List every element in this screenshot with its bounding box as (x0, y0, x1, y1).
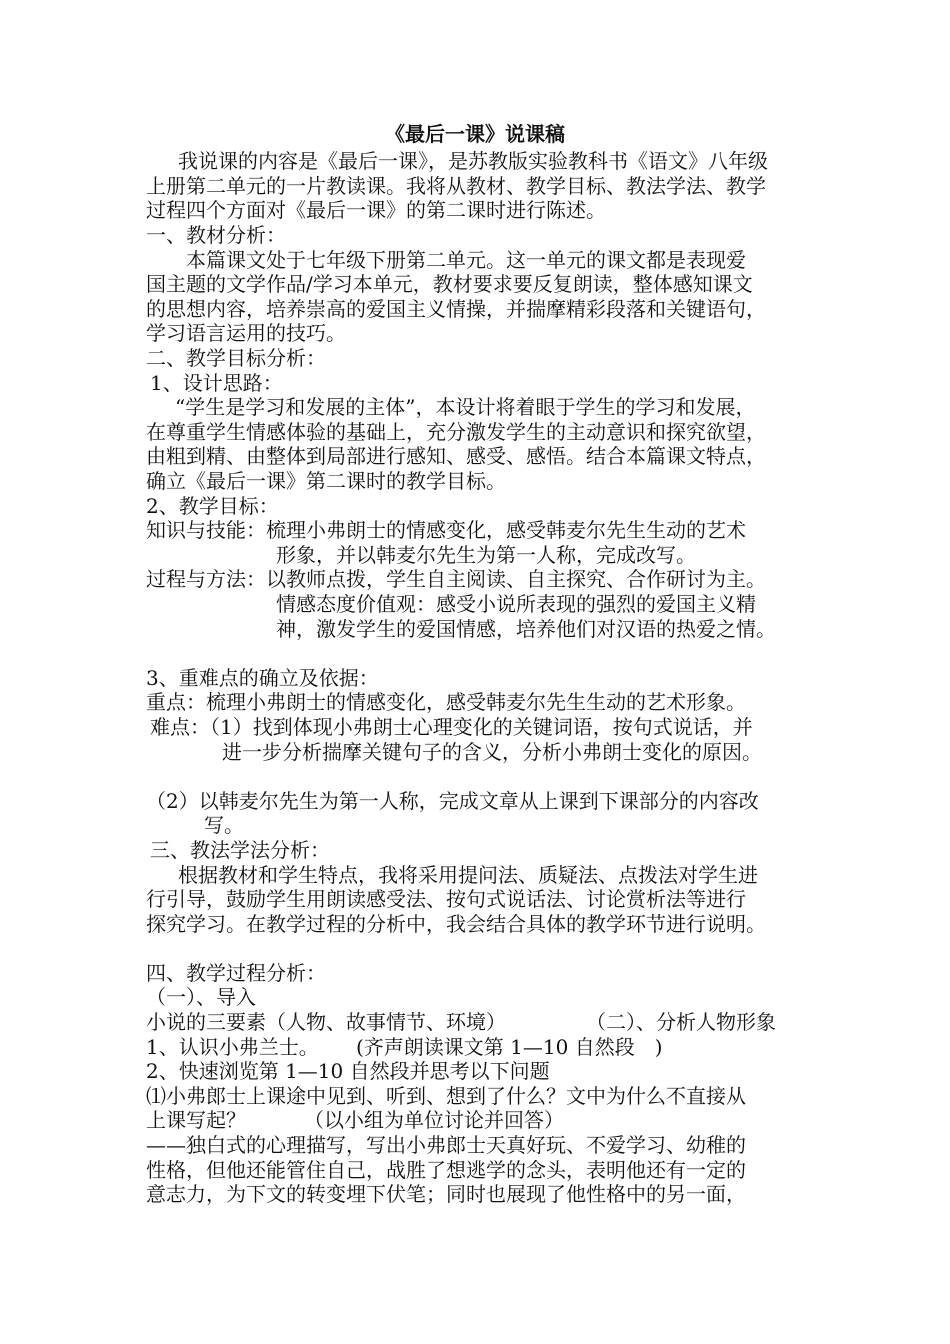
subsection-heading: 1、设计思路： (150, 371, 283, 395)
paragraph-line: “学生是学习和发展的主体”，本设计将着眼于学生的学习和发展， (175, 395, 756, 419)
paragraph-line: ——独白式的心理描写，写出小弗郎士天真好玩、不爱学习、幼稚的 (146, 1133, 746, 1157)
paragraph-line: 性格，但他还能管住自己，战胜了想逃学的念头，表明他还有一定的 (146, 1158, 746, 1182)
paragraph-line: 上课写起？ (146, 1108, 246, 1132)
paragraph-line: 神，激发学生的爱国情感，培养他们对汉语的热爱之情。 (276, 617, 776, 641)
paragraph-line: 行引导，鼓励学生用朗读感受法、按句式说话法、讨论赏析法等进行 (146, 887, 746, 911)
section-heading: 一、教材分析： (146, 223, 286, 247)
section-heading: 四、教学过程分析： (146, 961, 326, 985)
paragraph-line: ⑴小弗郎士上课途中见到、听到、想到了什么？文中为什么不直接从 (146, 1084, 746, 1108)
paragraph-line: （以小组为单位讨论并回答） (304, 1108, 564, 1132)
paragraph-line: 意志力，为下文的转变埋下伏笔；同时也展现了他性格中的另一面， (146, 1182, 746, 1206)
paragraph-line: 探究学习。在教学过程的分析中，我会结合具体的教学环节进行说明。 (146, 912, 766, 936)
paragraph-line: 由粗到精、由整体到局部进行感知、感受、感悟。结合本篇课文特点， (146, 444, 766, 468)
paragraph-line: 学习语言运用的技巧。 (146, 321, 346, 345)
paragraph-line: 我说课的内容是《最后一课》，是苏教版实验教科书《语文》八年级 (178, 149, 768, 173)
paragraph-line: 情感态度价值观：感受小说所表现的强烈的爱国主义精 (276, 592, 756, 616)
paragraph-line: 知识与技能：梳理小弗朗士的情感变化，感受韩麦尔先生生动的艺术 (146, 518, 746, 542)
paragraph-line: （2）以韩麦尔先生为第一人称，完成文章从上课到下课部分的内容改 (146, 789, 759, 813)
paragraph-line: 重点：梳理小弗朗士的情感变化，感受韩麦尔先生生动的艺术形象。 (146, 690, 746, 714)
paragraph-line: 本篇课文处于七年级下册第二单元。这一单元的课文都是表现爱 (186, 248, 746, 272)
paragraph-line: 写。 (204, 813, 244, 837)
subsection-heading: （一）、导入 (146, 985, 256, 1009)
paragraph-line: 确立《最后一课》第二课时的教学目标。 (146, 469, 506, 493)
paragraph-line: 1、认识小弗兰士。 (146, 1035, 319, 1059)
paragraph-line: 上册第二单元的一片教读课。我将从教材、教学目标、教法学法、教学 (146, 174, 766, 198)
paragraph-line: 难点：（1）找到体现小弗朗士心理变化的关键词语，按句式说话，并 (150, 715, 753, 739)
paragraph-line: 过程与方法：以教师点拨，学生自主阅读、自主探究、合作研讨为主。 (146, 567, 766, 591)
paragraph-line: 国主题的文学作品/学习本单元，教材要求要反复朗读，整体感知课文 (146, 272, 753, 296)
document-title: 《最后一课》说课稿 (385, 122, 565, 146)
paragraph-line: 根据教材和学生特点，我将采用提问法、质疑法、点拨法对学生进 (178, 863, 758, 887)
paragraph-line: 进一步分析揣摩关键句子的含义，分析小弗朗士变化的原因。 (222, 740, 762, 764)
subsection-heading: 3、重难点的确立及依据： (146, 666, 379, 690)
paragraph-line: 在尊重学生情感体验的基础上，充分激发学生的主动意识和探究欲望， (146, 420, 766, 444)
paragraph-line: 小说的三要素（人物、故事情节、环境） (146, 1010, 506, 1034)
section-heading: 三、教法学法分析： (150, 838, 330, 862)
paragraph-line: 2、快速浏览第 1—10 自然段并思考以下问题 (146, 1059, 550, 1083)
section-heading: 二、教学目标分析： (146, 346, 326, 370)
paragraph-line: (齐声朗读课文第 1—10 自然段 ) (356, 1035, 663, 1059)
subsection-heading: 2、教学目标： (146, 494, 279, 518)
paragraph-line: 过程四个方面对《最后一课》的第二课时进行陈述。 (146, 198, 606, 222)
subsection-heading: （二）、分析人物形象 (586, 1010, 776, 1034)
paragraph-line: 的思想内容，培养崇高的爱国主义情操，并揣摩精彩段落和关键语句， (146, 297, 766, 321)
paragraph-line: 形象，并以韩麦尔先生为第一人称，完成改写。 (276, 543, 696, 567)
